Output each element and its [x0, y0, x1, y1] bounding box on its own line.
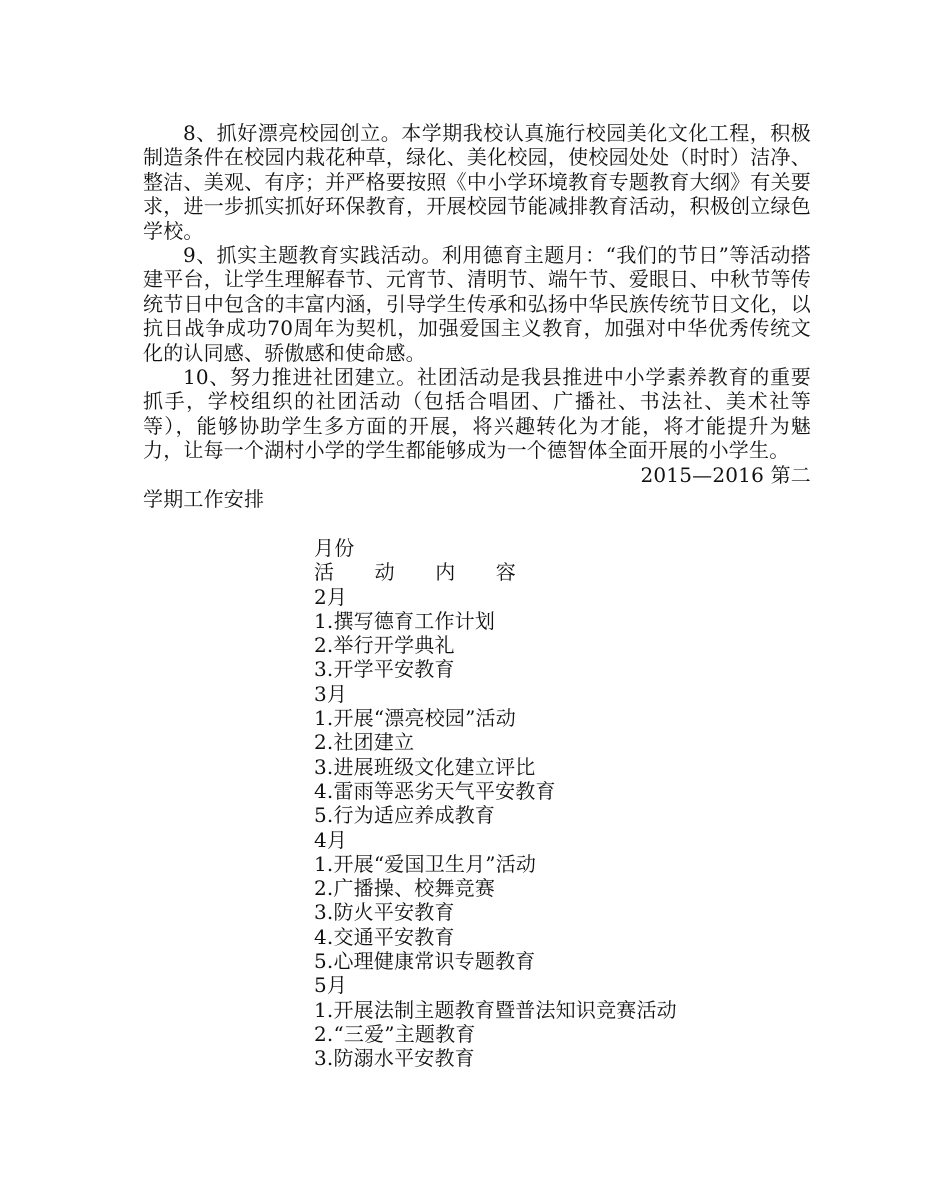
paragraph-9: 9、抓实主题教育实践活动。利用德育主题月：“我们的节日”等活动搭建平台，让学生理解春节、元宵节、清明节、端午节、爱眼日、中秋节等传统节日中包含的丰富内涵，引导学生传承和弘扬中华民族传统节日文化，以抗日战争成功70周年为契机，加强爱国主义教育，加强对中华优秀传统文化的认同感、骄傲感和使命感。	[143, 243, 811, 365]
schedule-item: 2.广播操、校舞竞赛	[314, 876, 496, 901]
schedule-item: 5.心理健康常识专题教育	[314, 949, 536, 974]
schedule-month: 5月	[314, 973, 348, 998]
schedule-item: 2.“三爱”主题教育	[314, 1021, 476, 1046]
schedule-title-text: 学期工作安排	[143, 487, 265, 512]
schedule-item: 3.开学平安教育	[314, 657, 455, 682]
schedule-item: 5.行为适应养成教育	[314, 803, 496, 828]
schedule-item: 2.社团建立	[314, 730, 415, 755]
paragraph-8: 8、抓好漂亮校园创立。本学期我校认真施行校园美化文化工程，积极制造条件在校园内栽花种草，绿化、美化校园，使校园处处（时时）洁净、整洁、美观、有序；并严格要按照《中小学环境教育专题教育大纲》有关要求，进一步抓实抓好环保教育，开展校园节能减排教育活动，积极创立绿色学校。	[143, 121, 811, 243]
schedule-table	[314, 536, 834, 1071]
schedule-item: 3.防溺水平安教育	[314, 1046, 475, 1071]
schedule-month: 4月	[314, 827, 348, 852]
schedule-item: 1.开展“爱国卫生月”活动	[314, 851, 537, 876]
schedule-title-year: 2015—2016 第二	[640, 462, 811, 487]
schedule-item: 4.雷雨等恶劣天气平安教育	[314, 778, 556, 803]
schedule-item: 1.开展“漂亮校园”活动	[314, 706, 516, 731]
schedule-item: 3.进展班级文化建立评比	[314, 754, 536, 779]
schedule-header-content: 活 动 内 容	[314, 560, 516, 585]
schedule-item: 2.举行开学典礼	[314, 633, 455, 658]
body-text	[143, 121, 811, 512]
schedule-item: 4.交通平安教育	[314, 924, 455, 949]
schedule-item: 1.撰写德育工作计划	[314, 608, 496, 633]
schedule-item: 3.防火平安教育	[314, 900, 455, 925]
schedule-month: 3月	[314, 681, 348, 706]
schedule-header-month: 月份	[314, 536, 355, 560]
schedule-month: 2月	[314, 584, 348, 609]
schedule-item: 1.开展法制主题教育暨普法知识竞赛活动	[314, 997, 677, 1022]
paragraph-10: 10、努力推进社团建立。社团活动是我县推进中小学素养教育的重要抓手，学校组织的社团活动（包括合唱团、广播社、书法社、美术社等等），能够协助学生多方面的开展，将兴趣转化为才能，将才能提升为魅力，让每一个湖村小学的学生都能够成为一个德智体全面开展的小学生。	[143, 365, 811, 463]
